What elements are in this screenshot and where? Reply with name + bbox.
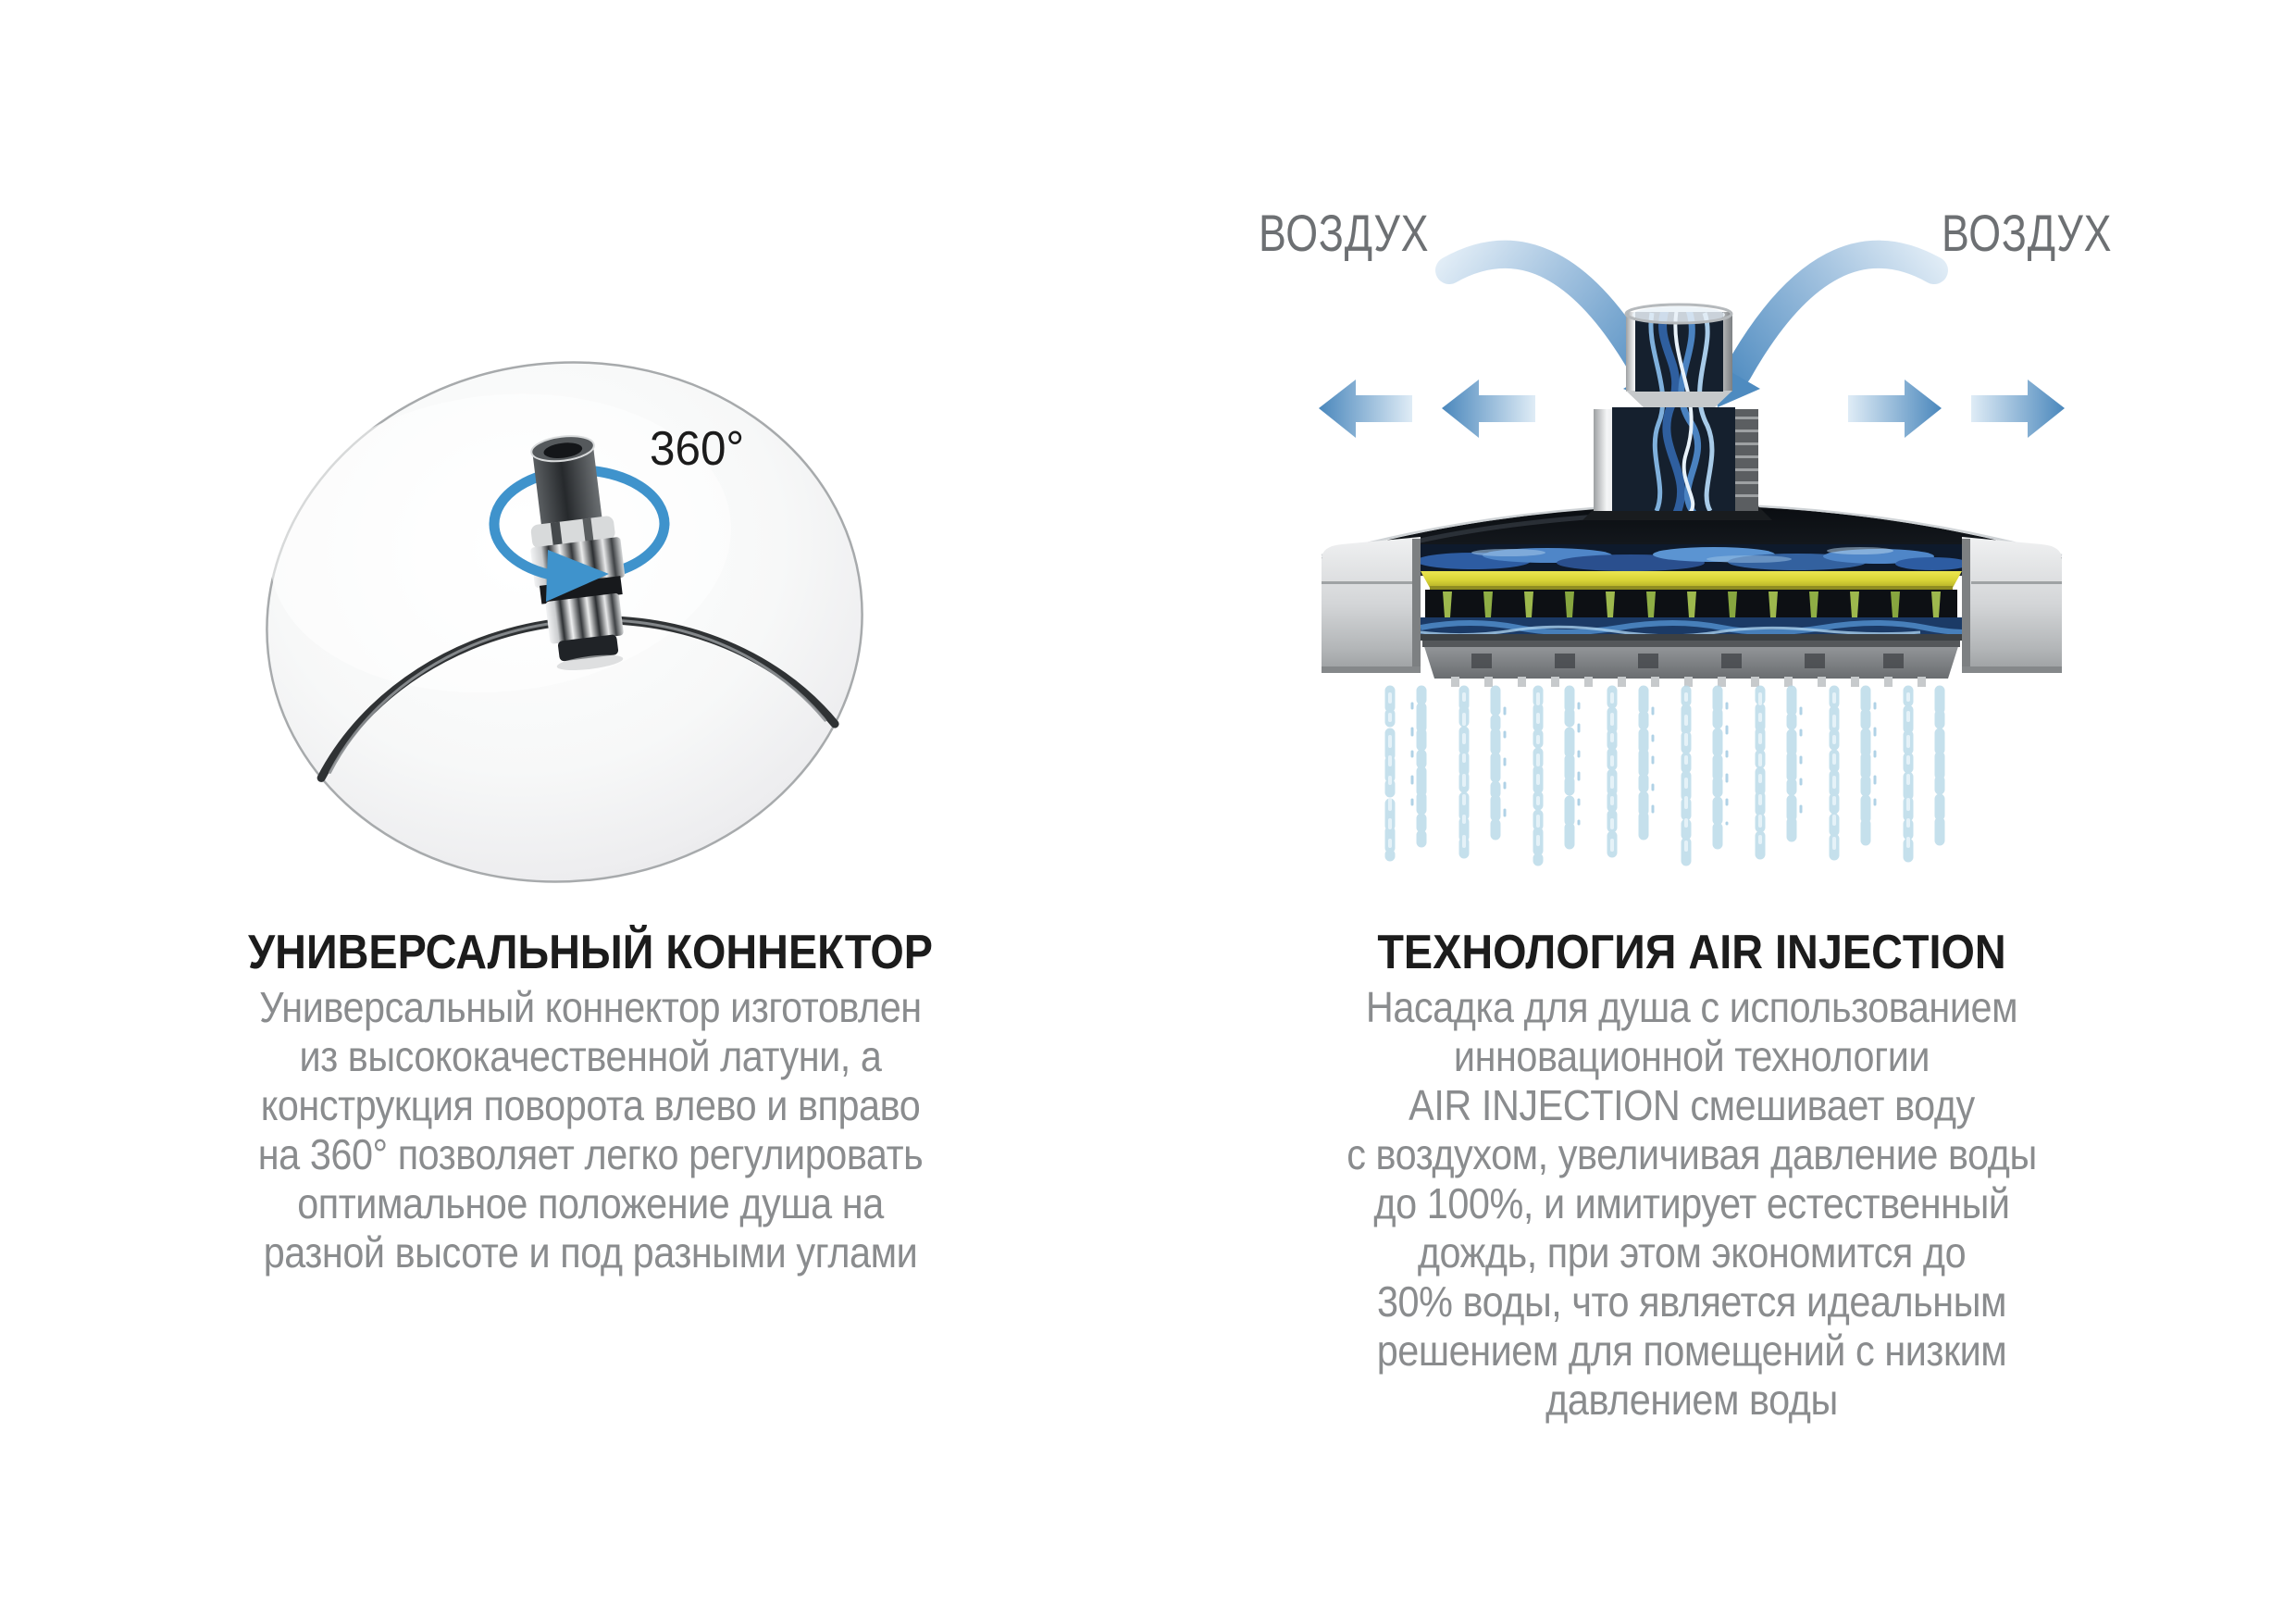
feature-description-left: Универсальный коннектор изготовлен из высококачественной латуни, а конструкция поворота влево и вправо на 360° позволяет легко регулировать оптимальное положение душа на разной высоте и под разными углами — [257, 983, 924, 1277]
air-label-left: ВОЗДУХ — [1259, 204, 1430, 262]
air-arrows-left-icon — [1319, 380, 1535, 438]
air-label-right: ВОЗДУХ — [1942, 204, 2113, 262]
curved-air-arrow-right-icon — [1712, 255, 1934, 407]
air-injection-figure — [1231, 176, 2156, 935]
feature-title-left: УНИВЕРСАЛЬНЫЙ КОННЕКТОР — [248, 926, 933, 979]
degree-360-label: 360° — [650, 422, 745, 476]
air-arrows-right-icon — [1848, 380, 2065, 438]
left-feature-section — [174, 926, 1007, 1277]
shower-head-cutaway — [1322, 504, 2062, 687]
feature-description-right: Насадка для душа с использованием инновационной технологии AIR INJECTION смешивает воду с воздухом, увеличивая давление воды до 100%, и имитирует естественный дождь, при этом экономится до 30% воды, что является идеальным решением для помещений с низким давлением воды — [1347, 983, 2037, 1424]
spray-nozzle-stubs — [1451, 677, 1926, 687]
right-feature-section — [1275, 926, 2108, 1425]
shower-disc-figure — [120, 185, 916, 916]
water-streams — [1390, 691, 1940, 861]
feature-title-right: ТЕХНОЛОГИЯ AIR INJECTION — [1377, 926, 2006, 979]
